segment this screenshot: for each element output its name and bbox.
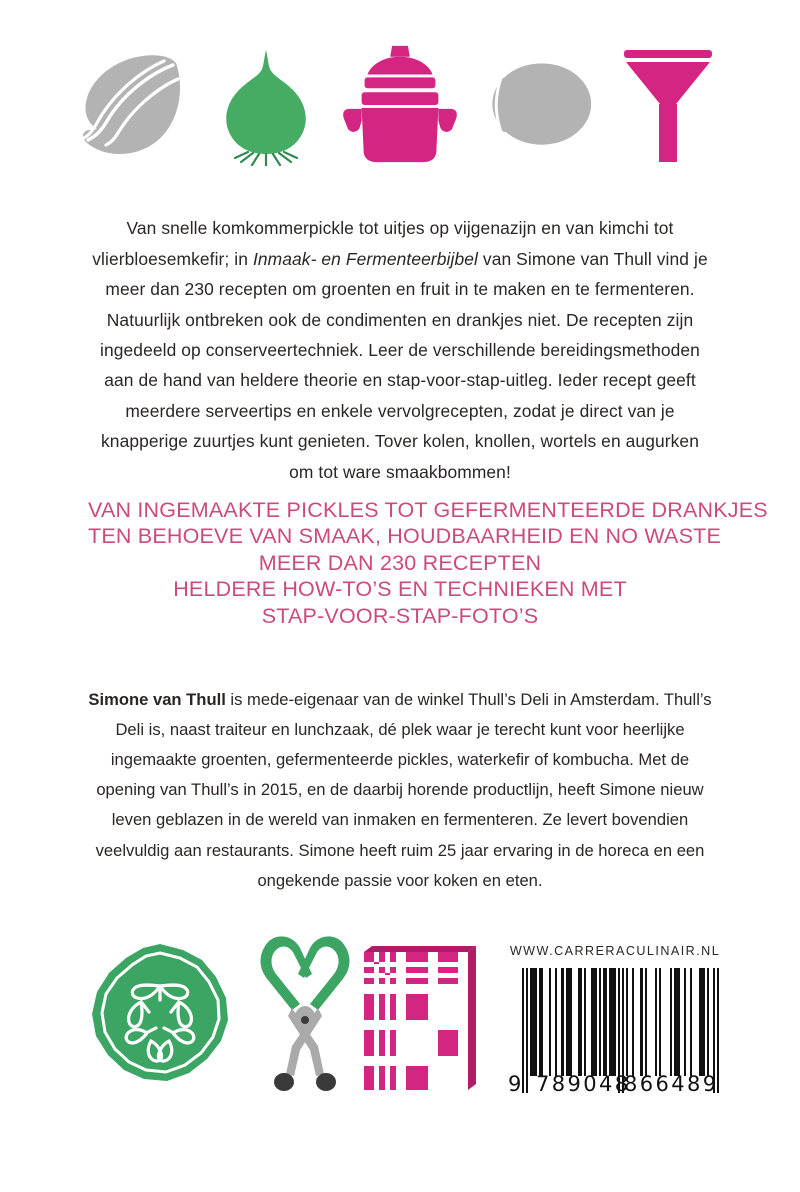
- cucumber-slice-icon: [84, 938, 236, 1090]
- onion-icon: [204, 34, 328, 174]
- footer-strip: [0, 930, 800, 1110]
- author-bio-text: is mede-eigenaar van de winkel Thull’s Deli in Amsterdam. Thull’s Deli is, naast traiteur en lunchzaak, dé plek waar je terecht kunt voor heerlijke ingemaakte groenten, gefermenteerde pickles, waterkefir of kombucha. Met de opening van Thull’s in 2015, en de daarbij horende productlijn, heeft Simone nieuw leven geblazen in de wereld van inmaken en fermenteren. Ze levert bovendien veelvuldig aan restaurants. Simone heeft ruim 25 jaar ervaring in de horeca en een ongekende passie voor koken en eten.: [95, 689, 712, 890]
- selling-point-1: VAN INGEMAAKTE PICKLES TOT GEFERMENTEERDE DRANKJES: [88, 498, 768, 522]
- ean13-barcode: [500, 968, 726, 1100]
- funnel-icon: [606, 34, 730, 174]
- checkered-tea-towel-icon: [352, 944, 480, 1096]
- barcode-group-right: 866489: [624, 1072, 719, 1096]
- lemon-icon: [472, 34, 596, 174]
- selling-point-2: TEN BEHOEVE VAN SMAAK, HOUDBAARHEID EN NO WASTE: [88, 524, 722, 549]
- barcode-group-left: 789048: [536, 1072, 631, 1096]
- cabbage-wedge-icon: [70, 34, 194, 174]
- intro-text-part1: Van snelle komkommerpickle tot uitjes op vijgenazijn en van kimchi tot vlierbloesemkefir; in: [92, 218, 674, 269]
- kitchen-tongs-icon: [252, 934, 358, 1094]
- barcode-bars: [522, 968, 720, 1076]
- selling-point-4: HELDERE HOW-TO’S EN TECHNIEKEN MET: [173, 577, 627, 602]
- selling-point-5: STAP-VOOR-STAP-FOTO’S: [261, 603, 539, 628]
- fermentation-pot-icon: [338, 34, 462, 174]
- author-bio: [88, 685, 712, 896]
- selling-points-block: [88, 497, 768, 629]
- publisher-url[interactable]: WWW.CARRERACULINAIR.NL: [509, 944, 721, 958]
- barcode-lead-digit: 9: [508, 1072, 522, 1096]
- top-icon-strip: [70, 34, 730, 174]
- intro-paragraph: [88, 213, 712, 487]
- barcode-digits: [500, 1072, 726, 1100]
- author-name: Simone van Thull: [88, 689, 226, 709]
- selling-point-3: MEER DAN 230 RECEPTEN: [258, 550, 542, 575]
- book-title-italic: Inmaak- en Fermenteerbijbel: [252, 248, 478, 269]
- intro-text-part2: van Simone van Thull vind je meer dan 230 recepten om groenten en fruit in te maken en te fermenteren. Natuurlijk ontbreken ook de condimenten en drankjes niet. De recepten zijn ingedeeld op conserveertechniek. Leer de verschillende bereidingsmethoden aan de hand van heldere theorie en stap-voor-stap-uitleg. Ieder recept geeft meerdere serveertips en enkele vervolgrecepten, zodat je direct van je knapperige zuurtjes kunt genieten. Tover kolen, knollen, wortels en augurken om tot ware smaakbommen!: [100, 248, 708, 482]
